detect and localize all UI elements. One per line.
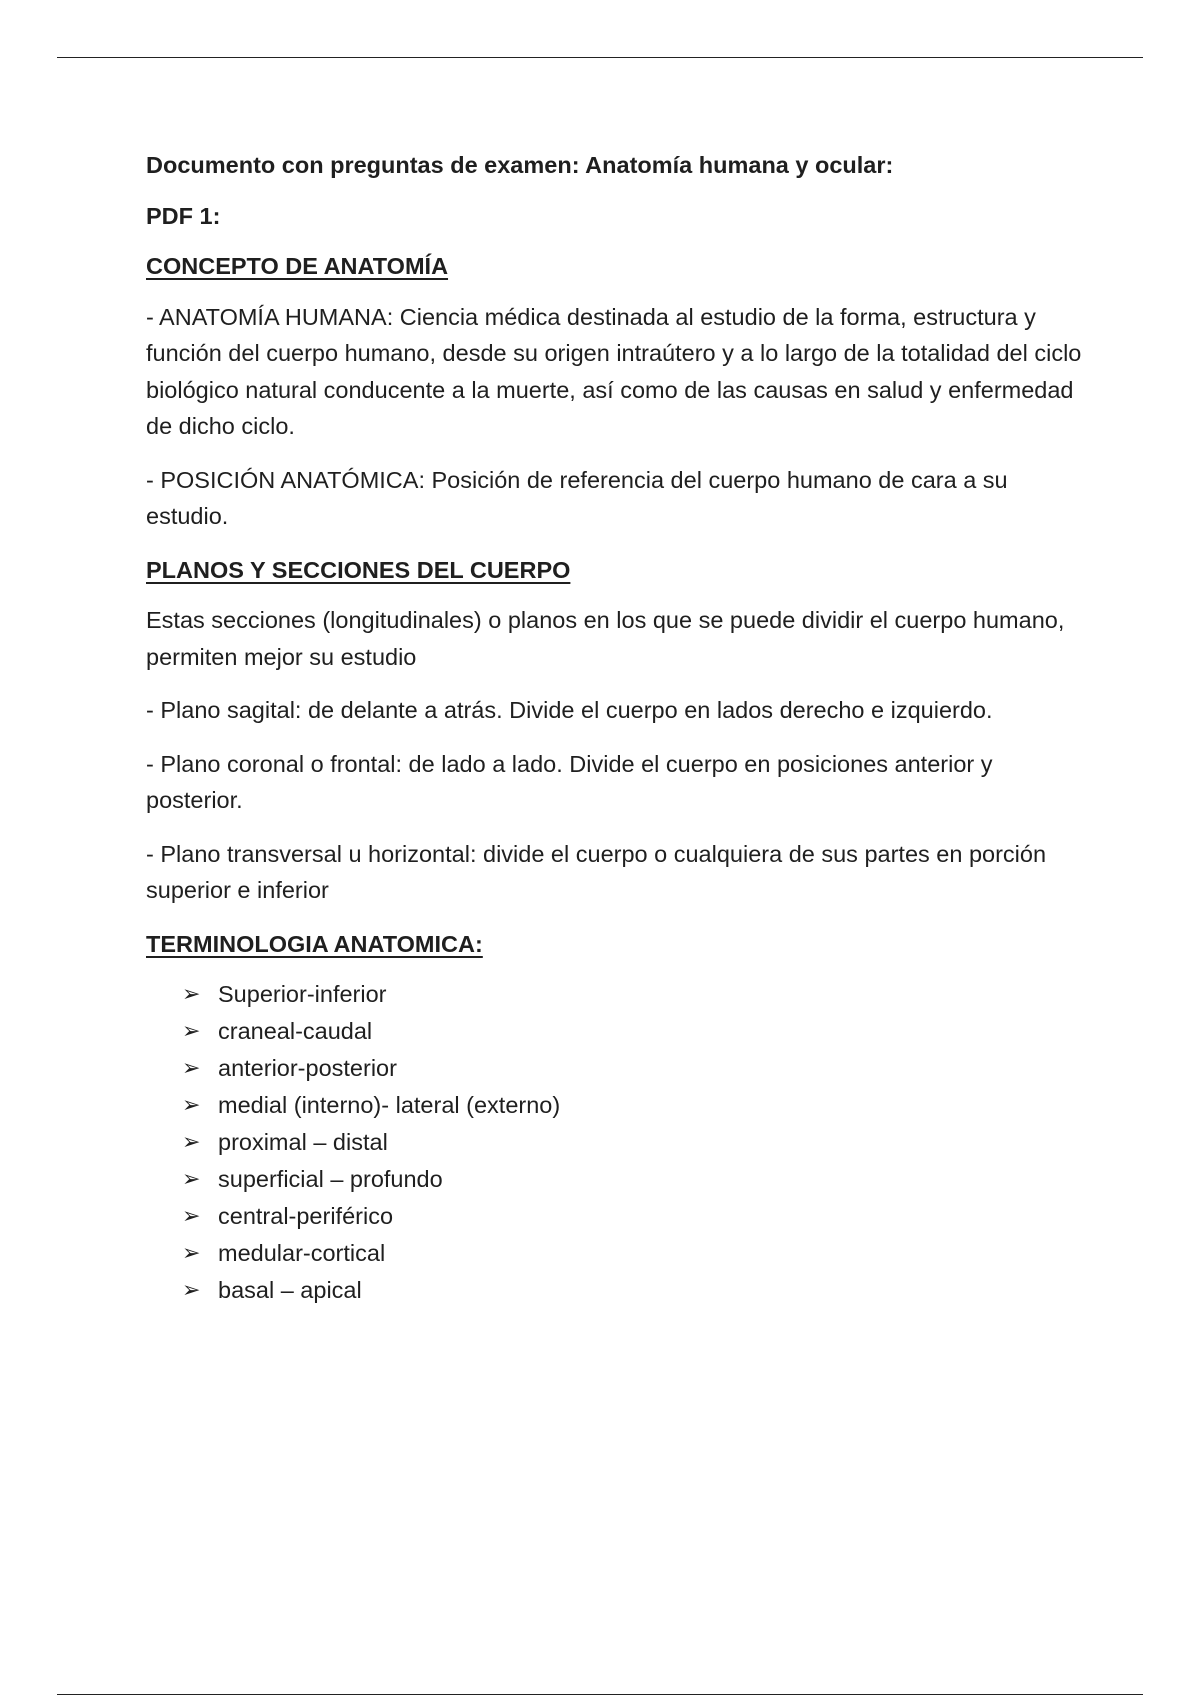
list-item	[182, 1013, 1086, 1050]
list-item-text: craneal-caudal	[218, 1018, 373, 1045]
list-item-text: basal – apical	[218, 1277, 362, 1304]
document-body	[146, 147, 1086, 1309]
pdf-label: PDF 1:	[146, 202, 221, 229]
list-item	[182, 1272, 1086, 1309]
top-rule	[57, 57, 1143, 58]
arrow-bullet-icon: ➢	[182, 1240, 201, 1266]
list-item	[182, 1161, 1086, 1198]
list-item-text: medular-cortical	[218, 1240, 386, 1267]
list-item-text: anterior-posterior	[218, 1055, 397, 1082]
section-heading-concepto: CONCEPTO DE ANATOMÍA	[146, 253, 449, 279]
list-item	[182, 1087, 1086, 1124]
list-item	[182, 1050, 1086, 1087]
arrow-bullet-icon: ➢	[182, 1203, 201, 1229]
arrow-bullet-icon: ➢	[182, 1129, 201, 1155]
list-item-text: superficial – profundo	[218, 1166, 443, 1193]
list-item	[182, 1198, 1086, 1235]
list-item-text: medial (interno)- lateral (externo)	[218, 1092, 561, 1119]
document-title: Documento con preguntas de examen: Anatomía humana y ocular:	[146, 152, 894, 178]
paragraph-anatomia-humana: - ANATOMÍA HUMANA: Ciencia médica destinada al estudio de la forma, estructura y función del cuerpo humano, desde su origen intraútero y a lo largo de la totalidad del ciclo biológico natural conducente a la muerte, así como de las causas en salud y enfermedad de dicho ciclo.	[146, 303, 1082, 439]
list-item	[182, 1124, 1086, 1161]
list-item-text: Superior-inferior	[218, 981, 387, 1008]
section-heading-planos: PLANOS Y SECCIONES DEL CUERPO	[146, 556, 571, 583]
arrow-bullet-icon: ➢	[182, 1277, 201, 1303]
arrow-bullet-icon: ➢	[182, 1018, 201, 1044]
arrow-bullet-icon: ➢	[182, 1055, 201, 1081]
bottom-rule	[57, 1694, 1143, 1695]
paragraph-posicion-anatomica: - POSICIÓN ANATÓMICA: Posición de referencia del cuerpo humano de cara a su estudio.	[146, 466, 1008, 529]
paragraph-planos-intro: Estas secciones (longitudinales) o planos en los que se puede dividir el cuerpo humano, permiten mejor su estudio	[146, 607, 1065, 670]
arrow-bullet-icon: ➢	[182, 981, 201, 1007]
list-item	[182, 1235, 1086, 1272]
arrow-bullet-icon: ➢	[182, 1166, 201, 1192]
list-item-text: proximal – distal	[218, 1129, 388, 1156]
list-item-text: central-periférico	[218, 1203, 394, 1230]
paragraph-plano-sagital: - Plano sagital: de delante a atrás. Divide el cuerpo en lados derecho e izquierdo.	[146, 697, 993, 723]
paragraph-plano-coronal: - Plano coronal o frontal: de lado a lado. Divide el cuerpo en posiciones anterior y posterior.	[146, 750, 993, 813]
arrow-bullet-icon: ➢	[182, 1092, 201, 1118]
list-item	[182, 976, 1086, 1013]
paragraph-plano-transversal: - Plano transversal u horizontal: divide el cuerpo o cualquiera de sus partes en porción superior e inferior	[146, 840, 1047, 903]
section-heading-terminologia: TERMINOLOGIA ANATOMICA:	[146, 930, 483, 957]
terminology-list	[146, 976, 1086, 1309]
